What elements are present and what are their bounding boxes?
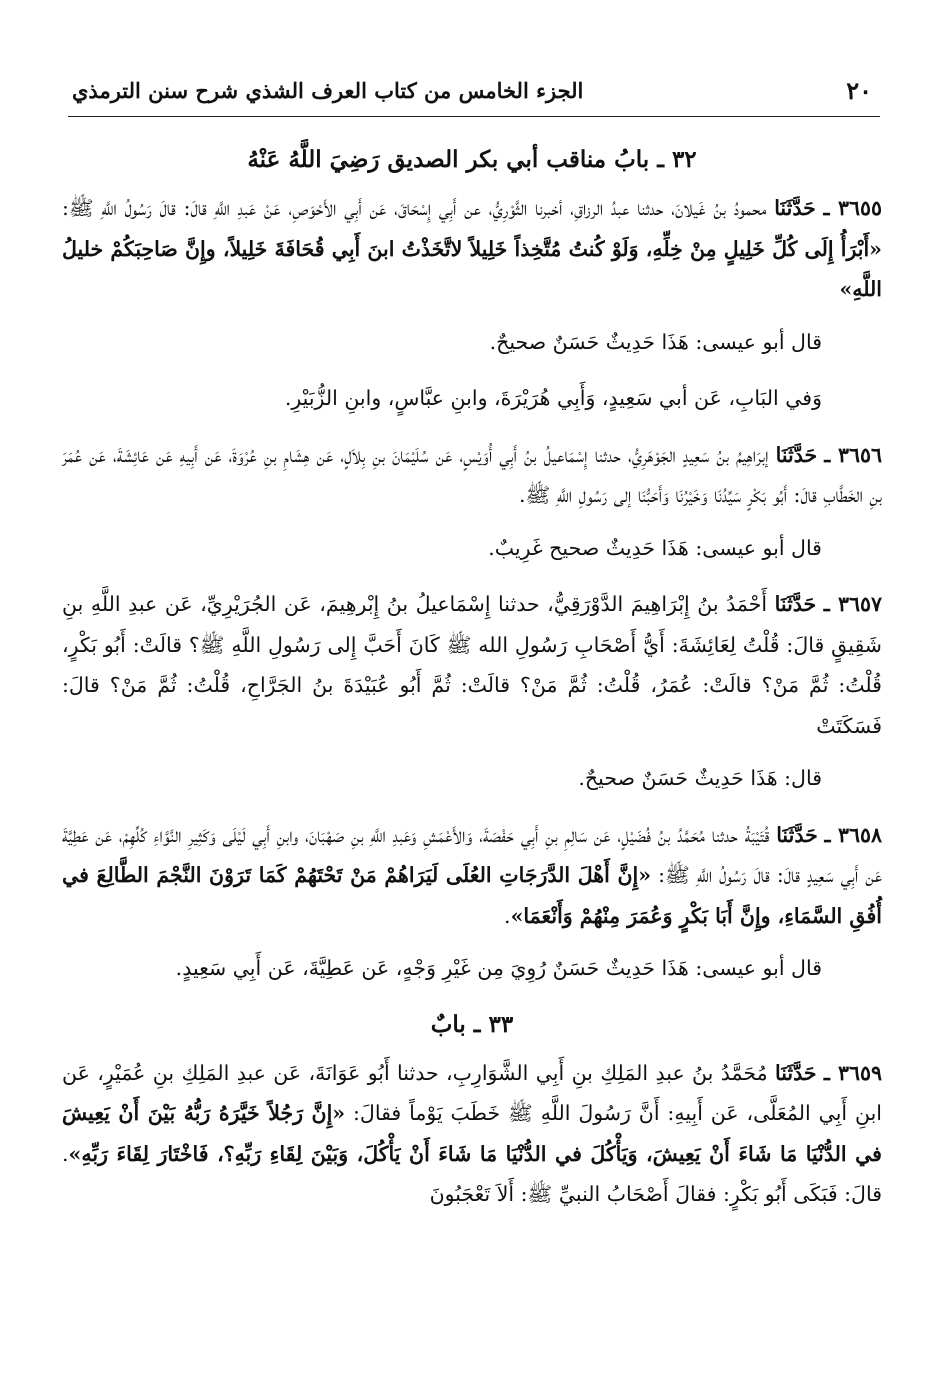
prophetic-quote: «إِنَّ أَهْلَ الدَّرَجَاتِ العُلَى لَيَرَاهُمْ مَنْ تَحْتَهُمْ كَمَا تَرَوْنَ النَّجْمَ الطَّالِعَ في أُفُقِ السَّمَاءِ، وإِنَّ أَبَا بَكْرٍ وَعُمَرَ مِنْهُمْ وَأَنْعَمَا» [62,863,882,928]
haddathana-keyword: حَدَّثَنَا [775,442,818,467]
hadith-number: ٣٦٥٥ ـ [823,196,882,220]
chapter-heading-33: ٣٣ ـ بابٌ [430,1010,514,1038]
hadith-text: محمودُ بنُ غَيلانَ، حدثنا عبدُ الرزاقِ، أخبرنا الثَّوْرِيُّ، عن أَبِي إِسْحَاقَ، عَن أَبِي الأَحْوَصِ، عَنْ عَبدِ اللَّهِ قالَ: قالَ رَسُولُ اللَّهِ ﷺ: [62,196,775,220]
hadith-3657 [62,584,882,746]
hadith-3659 [62,1053,882,1215]
prophetic-quote: «أَبْرَأُ إِلَى كُلِّ خَلِيلٍ مِنْ خِلِّهِ، وَلَوْ كُنتُ مُتَّخِذاً خَلِيلاً لاتَّخَذْتُ ابنَ أَبِي قُحَافَةَ خَلِيلاً، وإِنَّ صَاحِبَكُمْ خليلُ اللَّهِ» [62,236,882,301]
hadith-text: مُحَمَّدُ بنُ عبدِ المَلِكِ بنِ أَبِي الشَّوَارِبِ، حدثنا أَبُو عَوَانَةَ، عَن عبدِ المَلِكِ بنِ عُمَيْرٍ، عَن ابنِ أَبِي المُعَلَّى، عَن أَبِيهِ: أَنَّ رَسُولَ اللَّهِ ﷺ خَطَبَ يَوْماً فقالَ: [62,1060,882,1125]
hadith-3656 [62,435,882,516]
comment-3657-grading: قال: هَذَا حَدِيثٌ حَسَنٌ صحيحٌ. [578,766,822,790]
hadith-number: ٣٦٥٧ ـ [823,592,882,616]
haddathana-keyword: حَدَّثَنَا [774,1060,817,1085]
hadith-number: ٣٦٥٦ ـ [824,442,882,467]
hadith-end-punct: . [504,903,511,928]
page-body [62,140,882,1227]
hadith-text-continued: . قالَ: فَبَكَى أَبُو بَكْرٍ: فقالَ أَصْحَابُ النبيِّ ﷺ: أَلاَ تَعْجَبُونَ [62,1141,882,1206]
prophetic-quote: «إِنَّ رَجُلاً خَيَّرَهُ رَبُّهُ بَيْنَ أَنْ يَعِيشَ في الدُّنْيَا مَا شَاءَ أَنْ يَعِيشَ، وَيَأْكُلَ في الدُّنْيَا مَا شَاءَ أَنْ يَأْكُلَ، وَبَيْنَ لِقَاءِ رَبِّهِ؟، فَاخْتَارَ لِقَاءَ رَبِّهِ» [62,1101,882,1166]
chapter-heading-32: ٣٢ ـ بابُ مناقب أبي بكر الصديق رَضِيَ اللَّهُ عَنْهُ [247,146,697,173]
haddathana-keyword: حَدَّثَنَا [776,822,818,847]
haddathana-keyword: حَدَّثَنَا [774,196,816,220]
hadith-text: إبرَاهِيمُ بنُ سَعِيدٍ الجَوْهَرِيُّ، حدثنا إِسْمَاعيلُ بنُ أَبِي أُوَيْسٍ، عَن سُلَيْمَانَ بنِ بِلاَلٍ، عَن هِشَامِ بنِ عُرْوَةَ، عَن أَبِيهِ عَن عَائِشَةَ، عَن عُمَرَ بنِ الخَطَّابِ قالَ: أَبُو بَكْرٍ سَيِّدُنَا وَخَيْرُنَا وَأَحَبُّنَا إلى رَسُولِ اللَّهِ ﷺ. [62,442,882,507]
comment-3655-chapter: وَفي البَابِ، عَن أبي سَعِيدٍ، وَأَبِي هُرَيْرَةَ، وابنِ عبَّاسٍ، وابنِ الزُّبَيْرِ. [284,386,822,410]
hadith-text: قُتَيْبَةُ حدثنا مُحَمَّدُ بنُ فُضَيْلٍ، عَن سَالِمِ بنِ أَبِي حَفْصَةَ، وَالأَعْمَشِ وَعَبدِ اللَّهِ بنِ صَهْبَانَ، وابنِ أَبِي لَيْلَى وَكَثِيرِ النَّوَّاءِ كُلِّهِمْ، عَن عَطِيَّةَ عَن أَبِي سَعِيدٍ قالَ: قالَ رَسُولُ اللَّهِ ﷺ: [62,822,882,887]
hadith-text: أَحْمَدُ بنُ إِبْرَاهِيمَ الدَّوْرَقِيُّ، حدثنا إِسْمَاعيلُ بنُ إِبْرهِيمَ، عَن الجُرَيْرِيِّ، عَن عبدِ اللَّهِ بنِ شَقِيقٍ قالَ: قُلْتُ لِعَائِشَةَ: أَيُّ أَصْحَابِ رَسُولِ الله ﷺ كَانَ أَحَبَّ إِلى رَسُولِ اللَّهِ ﷺ؟ قالَتْ: أَبُو بَكْرٍ، قُلْتُ: ثُمَّ مَنْ؟ قالَتْ: عُمَرُ، قُلْتُ: ثُمَّ مَنْ؟ قالَتْ: ثُمَّ أَبُو عُبَيْدَةَ بنُ الجَرَّاحِ، قُلْتُ: ثُمَّ مَنْ؟ قالَ: فَسَكَتَتْ [62,592,882,738]
book-title: الجزء الخامس من كتاب العرف الشذي شرح سنن الترمذي [72,78,584,103]
hadith-number: ٣٦٥٨ ـ [824,822,882,847]
haddathana-keyword: حَدَّثَنَا [774,592,817,616]
comment-3655-grading: قال أبو عيسى: هَذَا حَدِيثٌ حَسَنٌ صحيحٌ. [489,329,822,354]
comment-3656-grading: قال أبو عيسى: هَذَا حَدِيثٌ صحيح غَرِيبٌ. [488,535,822,560]
hadith-number: ٣٦٥٩ ـ [823,1060,882,1085]
comment-3658-grading: قال أبو عيسى: هَذَا حَدِيثٌ حَسَنٌ رُوِيَ مِن غَيْرِ وَجْهٍ، عَن عَطِيَّةَ، عَن أَبِي سَعِيدٍ. [175,956,822,980]
hadith-3658 [62,815,882,937]
running-header [68,70,880,117]
hadith-3655 [62,188,882,310]
page-number: ٢٠ [846,76,872,105]
